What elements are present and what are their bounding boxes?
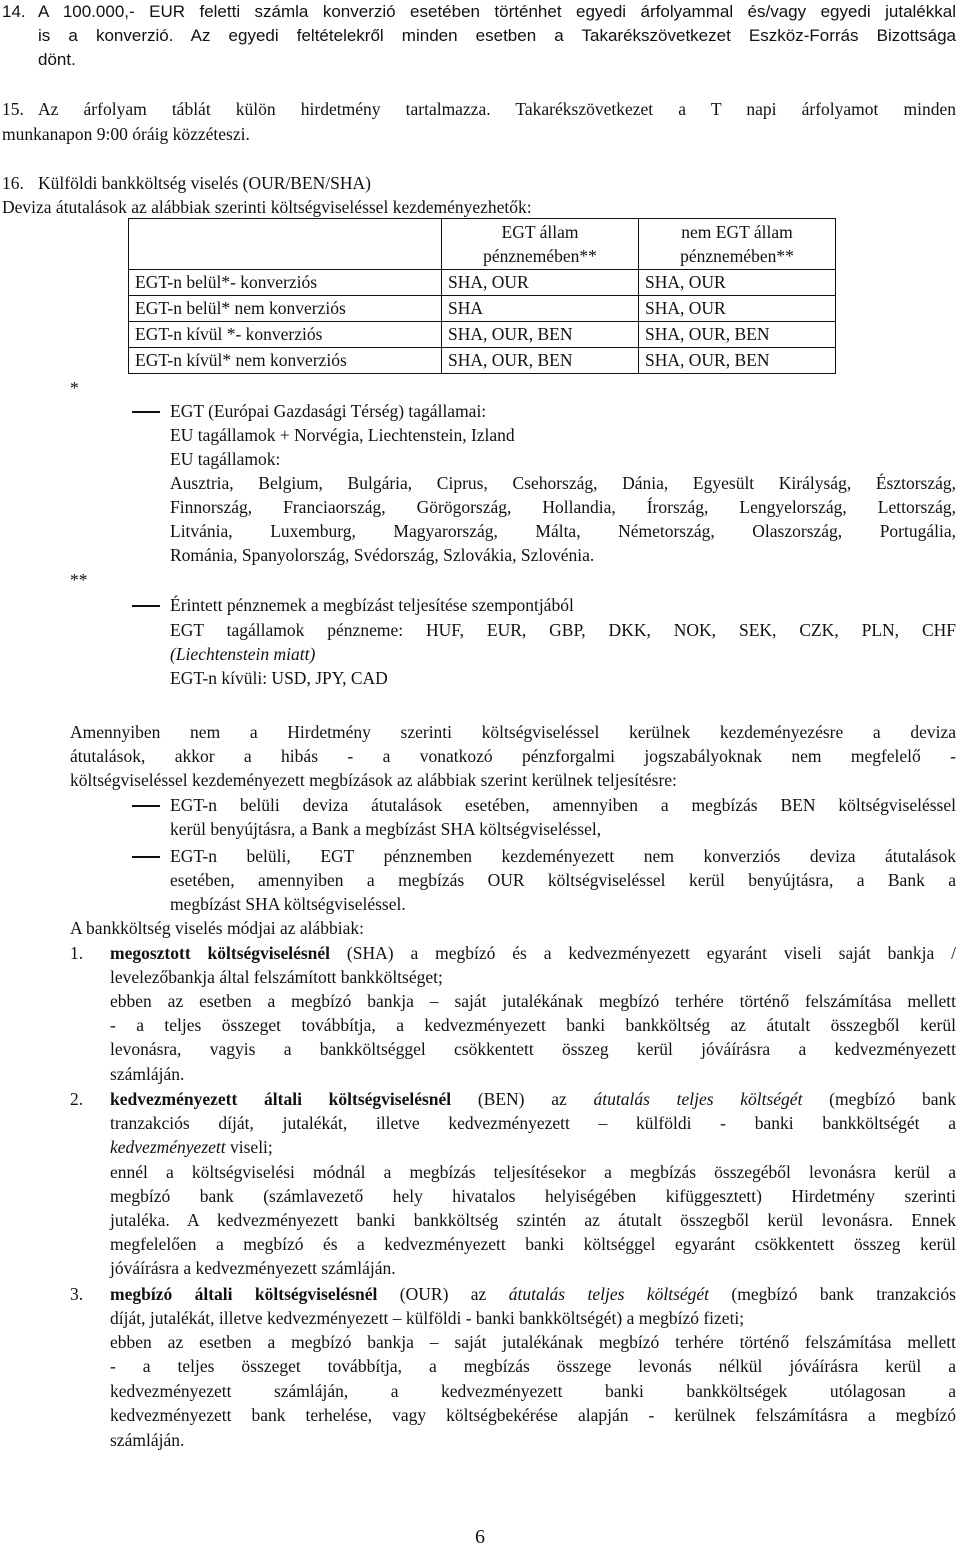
mode2-line7: megfelelően a megbízó és a kedvezményezett banki költséggel egyaránt csökkentett összeg kerül [110, 1234, 956, 1254]
footnote1-line2: EU tagállamok + Norvégia, Liechtenstein, Izland [170, 425, 515, 445]
mode2-line2: tranzakciós díját, jutalékát, illetve kedvezményezett – külföldi - banki bankköltségét a [110, 1113, 956, 1133]
mode3-bold-term: megbízó általi költségviselésnél [110, 1284, 378, 1304]
dash-bullet-icon [132, 856, 160, 858]
dash-bullet-icon [132, 411, 160, 413]
table-row [129, 322, 836, 348]
bullet2-line1: EGT-n belüli, EGT pénznemben kezdeményezett nem konverziós deviza átutalások [170, 846, 956, 866]
row-label: EGT-n kívül* nem konverziós [129, 348, 442, 374]
section-number-15: 15. [2, 99, 24, 119]
cell-non-egt: SHA, OUR [639, 270, 836, 296]
dash-bullet-icon [132, 805, 160, 807]
section16-title: Külföldi bankköltség viselés (OUR/BEN/SHA) [38, 173, 371, 193]
mode2-line5: megbízó bank (számlavezető hely hivatalos helyiségében kifüggesztett) Hirdetmény szerinti [110, 1186, 956, 1206]
cost-bearing-table [128, 218, 836, 374]
mode2-number: 2. [70, 1089, 84, 1109]
table-row [129, 270, 836, 296]
footnote2-line2: EGT tagállamok pénzneme: HUF, EUR, GBP, DKK, NOK, SEK, CZK, PLN, CHF [170, 620, 956, 640]
para-line3: költségviseléssel kezdeményezett megbízások az alábbiak szerint kerülnek teljesítésre: [70, 770, 677, 790]
mode3-line1: megbízó általi költségviselésnél (OUR) az átutalás teljes költségét (megbízó bank tranzakciós [110, 1284, 956, 1304]
footnote1-line5: Finnország, Franciaország, Görögország, Hollandia, Írország, Lengyelország, Lettország, [170, 497, 956, 517]
bullet1-line2: kerül benyújtásra, a Bank a megbízást SHA költségviseléssel, [170, 819, 602, 839]
header-egt-currency: EGT állam pénznemében** [442, 219, 639, 270]
section14-line1: A 100.000,- EUR feletti számla konverzió esetében történhet egyedi árfolyammal és/vagy egyedi jutalékkal [38, 2, 956, 21]
mode1-line4: - a teljes összeget továbbítja, a kedvezményezett banki bankköltség az átutalt összegből kerül [110, 1015, 956, 1035]
para-line2: átutalások, akkor a hibás - a vonatkozó pénzforgalmi jogszabályoknak nem megfelelő - [70, 746, 956, 766]
mode3-number: 3. [70, 1284, 84, 1304]
modes-intro: A bankköltség viselés módjai az alábbiak: [70, 918, 365, 938]
section-number-16: 16. [2, 173, 24, 193]
footnote1-line1: EGT (Európai Gazdasági Térség) tagállamai: [170, 401, 487, 421]
cell-egt: SHA, OUR, BEN [442, 348, 639, 374]
bullet2-line2: esetében, amennyiben a megbízás OUR költségviseléssel kerül benyújtásra, a Bank a [170, 870, 956, 890]
footnote2-line3: (Liechtenstein miatt) [170, 644, 316, 664]
mode1-bold-term: megosztott költségviselésnél [110, 943, 331, 963]
page-number: 6 [475, 1526, 485, 1548]
footnote1-line6: Litvánia, Luxemburg, Magyarország, Málta, Németország, Olaszország, Portugália, [170, 521, 956, 541]
table-row [129, 348, 836, 374]
section14-line2: is a konverzió. Az egyedi feltételekről minden esetben a Takarékszövetkezet Eszköz-Forrás Bizottsága [38, 26, 956, 45]
mode1-line2: levelezőbankja által felszámított bankköltséget; [110, 967, 443, 987]
footnote2-line4: EGT-n kívüli: USD, JPY, CAD [170, 668, 388, 688]
mode3-line5: kedvezményezett számláján, a kedvezményezett banki bankköltségek utólagosan a [110, 1381, 956, 1401]
footnote2-line1: Érintett pénznemek a megbízást teljesítése szempontjából [170, 595, 574, 615]
footnote1-line7: Románia, Spanyolország, Svédország, Szlovákia, Szlovénia. [170, 545, 595, 565]
cell-non-egt: SHA, OUR, BEN [639, 348, 836, 374]
bullet1-line1: EGT-n belüli deviza átutalások esetében, amennyiben a megbízás BEN költségviseléssel [170, 795, 956, 815]
mode3-line4: - a teljes összeget továbbítja, a megbízás összege levonás nélkül jóváírásra kerül a [110, 1356, 956, 1376]
mode1-line6: számláján. [110, 1064, 185, 1084]
mode1-line3: ebben az esetben a megbízó bankja – saját jutalékának megbízó terhére történő felszámítása mellett [110, 991, 956, 1011]
mode2-bold-term: kedvezményezett általi költségviselésnél [110, 1089, 452, 1109]
row-label: EGT-n belül* nem konverziós [129, 296, 442, 322]
mode2-line8: jóváírásra a kedvezményezett számláján. [110, 1258, 396, 1278]
mode2-line1: kedvezményezett általi költségviselésnél (BEN) az átutalás teljes költségét (megbízó bank [110, 1089, 956, 1109]
bullet2-line3: megbízást SHA költségviseléssel. [170, 894, 406, 914]
row-label: EGT-n kívül *- konverziós [129, 322, 442, 348]
cell-egt: SHA, OUR [442, 270, 639, 296]
cell-non-egt: SHA, OUR, BEN [639, 322, 836, 348]
section16-intro: Deviza átutalások az alábbiak szerinti költségviseléssel kezdeményezhetők: [2, 197, 532, 217]
para-line1: Amennyiben nem a Hirdetmény szerinti költségviseléssel kerülnek kezdeményezésre a deviza [70, 722, 956, 742]
mode3-line2: díját, jutalékát, illetve kedvezményezett – külföldi - banki bankköltségét) a megbízó fizeti; [110, 1308, 745, 1328]
table-row [129, 296, 836, 322]
section14-line3: dönt. [38, 50, 76, 69]
mode3-line6: kedvezményezett bank terhelése, vagy költségbekérése alapján - kerülnek felszámításra a megbízó [110, 1405, 956, 1425]
mode1-line1: megosztott költségviselésnél (SHA) a megbízó és a kedvezményezett egyaránt viseli saját bankja / [110, 943, 956, 963]
cell-non-egt: SHA, OUR [639, 296, 836, 322]
mode1-number: 1. [70, 943, 84, 963]
section-number-14: 14. [2, 2, 26, 21]
mode3-line3: ebben az esetben a megbízó bankja – saját jutalékának megbízó terhére történő felszámítása mellett [110, 1332, 956, 1352]
cell-egt: SHA, OUR, BEN [442, 322, 639, 348]
mode2-line6: jutaléka. A kedvezményezett banki bankköltség szintén az átutalt összegből kerül levonásra. Ennek [110, 1210, 956, 1230]
header-non-egt-currency: nem EGT állam pénznemében** [639, 219, 836, 270]
footnote1-line4: Ausztria, Belgium, Bulgária, Ciprus, Csehország, Dánia, Egyesült Királyság, Észtország, [170, 473, 956, 493]
row-label: EGT-n belül*- konverziós [129, 270, 442, 296]
section15-line2: munkanapon 9:00 óráig közzéteszi. [2, 124, 250, 144]
dash-bullet-icon [132, 605, 160, 607]
cell-egt: SHA [442, 296, 639, 322]
mode2-line3: kedvezményezett viseli; [110, 1137, 273, 1157]
mode1-line5: levonásra, vagyis a bankköltséggel csökkentett összeg kerül jóváírásra a kedvezményezett [110, 1039, 956, 1059]
mode2-line4: ennél a költségviselési módnál a megbízás teljesítésekor a megbízás összegéből levonásra kerül a [110, 1162, 956, 1182]
table-corner-cell [129, 219, 442, 270]
footnote-marker-single: * [70, 378, 79, 398]
section15-line1: Az árfolyam táblát külön hirdetmény tartalmazza. Takarékszövetkezet a T napi árfolyamot minden [38, 99, 956, 119]
mode3-line7: számláján. [110, 1430, 185, 1450]
footnote1-line3: EU tagállamok: [170, 449, 281, 469]
table-header-row [129, 219, 836, 270]
footnote-marker-double: ** [70, 570, 88, 590]
